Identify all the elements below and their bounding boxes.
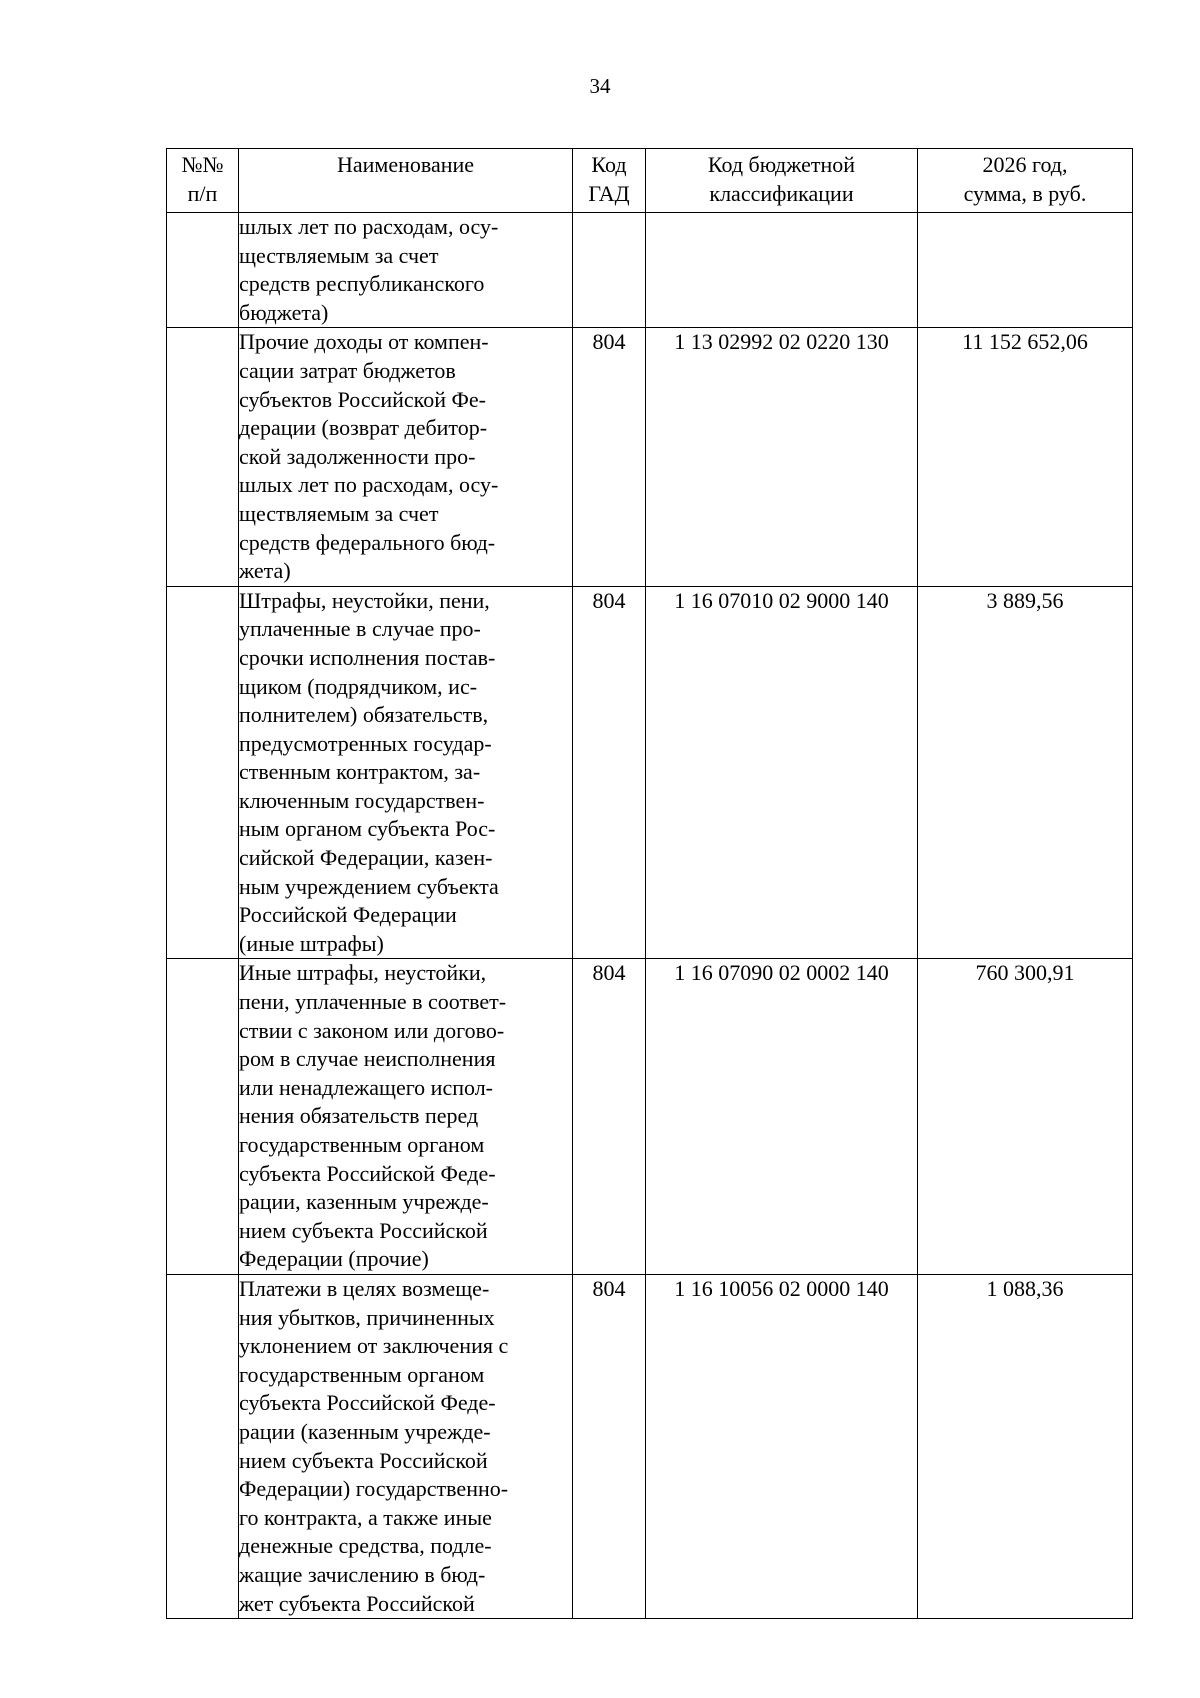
row-name-line: ществляемым за счет bbox=[239, 500, 439, 526]
row-name-line: Прочие доходы от компен- bbox=[239, 329, 489, 355]
row-name-line: щиком (подрядчиком, ис- bbox=[239, 673, 478, 699]
row-kbk-cell: 1 16 07090 02 0002 140 bbox=[646, 959, 918, 1275]
row-name-line: Федерации (прочие) bbox=[239, 1246, 429, 1272]
row-name-line: уклонением от заключения с bbox=[239, 1333, 509, 1359]
row-name-line: ствии с законом или догово- bbox=[239, 1017, 505, 1043]
header-num-line: №№ bbox=[181, 152, 224, 177]
header-gad-line: ГАД bbox=[588, 180, 630, 206]
header-gad bbox=[573, 149, 646, 213]
row-name-line: ской задолженности про- bbox=[239, 443, 476, 469]
row-name-line: (иные штрафы) bbox=[239, 930, 384, 956]
row-num-cell bbox=[167, 586, 239, 959]
row-name-line: сации затрат бюджетов bbox=[239, 357, 456, 383]
row-sum-cell: 11 152 652,06 bbox=[918, 328, 1133, 586]
row-name-line: пени, уплаченные в соответ- bbox=[239, 989, 507, 1015]
budget-revenue-table bbox=[166, 148, 1133, 1619]
table-row bbox=[167, 328, 1133, 586]
row-name-line: рации, казенным учрежде- bbox=[239, 1189, 489, 1215]
row-num-cell bbox=[167, 328, 239, 586]
row-name-line: ственным контрактом, за- bbox=[239, 759, 481, 785]
row-name-cell bbox=[239, 1274, 573, 1618]
row-name-line: полнителем) обязательств, bbox=[239, 702, 489, 728]
header-kbk-line: Код бюджетной bbox=[707, 152, 856, 177]
row-name-line: ным учреждением субъекта bbox=[239, 873, 499, 899]
row-name-cell bbox=[239, 959, 573, 1275]
row-name-line: ключенным государствен- bbox=[239, 787, 485, 813]
row-name-line: или ненадлежащего испол- bbox=[239, 1074, 494, 1100]
row-name-line: шлых лет по расходам, осу- bbox=[239, 214, 499, 239]
row-sum-cell: 760 300,91 bbox=[918, 959, 1133, 1275]
row-name-line: денежные средства, подле- bbox=[239, 1533, 492, 1559]
row-name-line: субъекта Российской Феде- bbox=[239, 1160, 496, 1186]
row-gad-cell: 804 bbox=[573, 328, 646, 586]
table-body bbox=[167, 213, 1133, 1619]
row-sum-cell: 3 889,56 bbox=[918, 586, 1133, 959]
row-name-line: предусмотренных государ- bbox=[239, 730, 492, 756]
row-sum-cell: 1 088,36 bbox=[918, 1274, 1133, 1618]
row-num-cell bbox=[167, 1274, 239, 1618]
header-sum-line: сумма, в руб. bbox=[963, 180, 1087, 206]
row-name-line: средств республиканского bbox=[239, 271, 485, 297]
row-kbk-cell: 1 16 07010 02 9000 140 bbox=[646, 586, 918, 959]
header-row bbox=[167, 149, 1133, 213]
row-name-line: Штрафы, неустойки, пени, bbox=[239, 587, 490, 613]
row-name-line: Иные штрафы, неустойки, bbox=[239, 960, 487, 986]
table-row bbox=[167, 1274, 1133, 1618]
row-name-line: уплаченные в случае про- bbox=[239, 616, 481, 642]
header-sum bbox=[918, 149, 1133, 213]
header-name-line: Наименование bbox=[336, 152, 475, 177]
row-name-line: бюджета) bbox=[239, 299, 329, 325]
header-num-line: п/п bbox=[187, 180, 218, 206]
header-gad-line: Код bbox=[591, 152, 627, 177]
row-name-line: нения обязательств перед bbox=[239, 1103, 479, 1129]
header-kbk bbox=[646, 149, 918, 213]
page-number: 34 bbox=[589, 74, 611, 98]
row-name-line: государственным органом bbox=[239, 1132, 485, 1157]
row-name-cell bbox=[239, 213, 573, 328]
header-name bbox=[239, 149, 573, 213]
table-row bbox=[167, 213, 1133, 328]
row-gad-cell: 804 bbox=[573, 1274, 646, 1618]
row-gad-cell: 804 bbox=[573, 586, 646, 959]
table-header bbox=[167, 149, 1133, 213]
table-row bbox=[167, 586, 1133, 959]
row-name-cell bbox=[239, 586, 573, 959]
row-name-line: субъекта Российской Феде- bbox=[239, 1390, 496, 1416]
row-name-line: шлых лет по расходам, осу- bbox=[239, 472, 499, 498]
row-name-line: жет субъекта Российской bbox=[239, 1590, 475, 1616]
row-name-line: го контракта, а также иные bbox=[239, 1504, 492, 1530]
row-name-line: нием субъекта Российской bbox=[239, 1447, 488, 1473]
row-name-line: государственным органом bbox=[239, 1361, 485, 1387]
row-gad-cell: 804 bbox=[573, 959, 646, 1275]
header-sum-line: 2026 год, bbox=[982, 152, 1068, 177]
row-name-line: ным органом субъекта Рос- bbox=[239, 816, 496, 842]
row-sum-cell bbox=[918, 213, 1133, 328]
row-name-line: рации (казенным учрежде- bbox=[239, 1418, 491, 1444]
row-kbk-cell: 1 16 10056 02 0000 140 bbox=[646, 1274, 918, 1618]
table-row bbox=[167, 959, 1133, 1275]
row-name-line: субъектов Российской Фе- bbox=[239, 386, 486, 412]
row-name-line: ния убытков, причиненных bbox=[239, 1304, 495, 1330]
row-name-line: Федерации) государственно- bbox=[239, 1476, 509, 1502]
row-name-line: срочки исполнения постав- bbox=[239, 644, 496, 670]
row-name-line: дерации (возврат дебитор- bbox=[239, 415, 488, 441]
row-name-line: ществляемым за счет bbox=[239, 242, 439, 268]
row-name-line: жета) bbox=[239, 558, 291, 584]
row-name-line: Российской Федерации bbox=[239, 902, 457, 928]
row-name-line: средств федерального бюд- bbox=[239, 529, 496, 555]
row-name-line: Платежи в целях возмеще- bbox=[239, 1275, 490, 1301]
row-name-line: ром в случае неисполнения bbox=[239, 1046, 496, 1072]
row-kbk-cell bbox=[646, 213, 918, 328]
header-kbk-line: классификации bbox=[709, 180, 854, 206]
row-name-line: сийской Федерации, казен- bbox=[239, 845, 493, 871]
row-name-line: жащие зачислению в бюд- bbox=[239, 1561, 486, 1587]
row-name-cell bbox=[239, 328, 573, 586]
row-name-line: нием субъекта Российской bbox=[239, 1217, 488, 1243]
row-gad-cell bbox=[573, 213, 646, 328]
row-num-cell bbox=[167, 959, 239, 1275]
row-num-cell bbox=[167, 213, 239, 328]
row-kbk-cell: 1 13 02992 02 0220 130 bbox=[646, 328, 918, 586]
header-num bbox=[167, 149, 239, 213]
